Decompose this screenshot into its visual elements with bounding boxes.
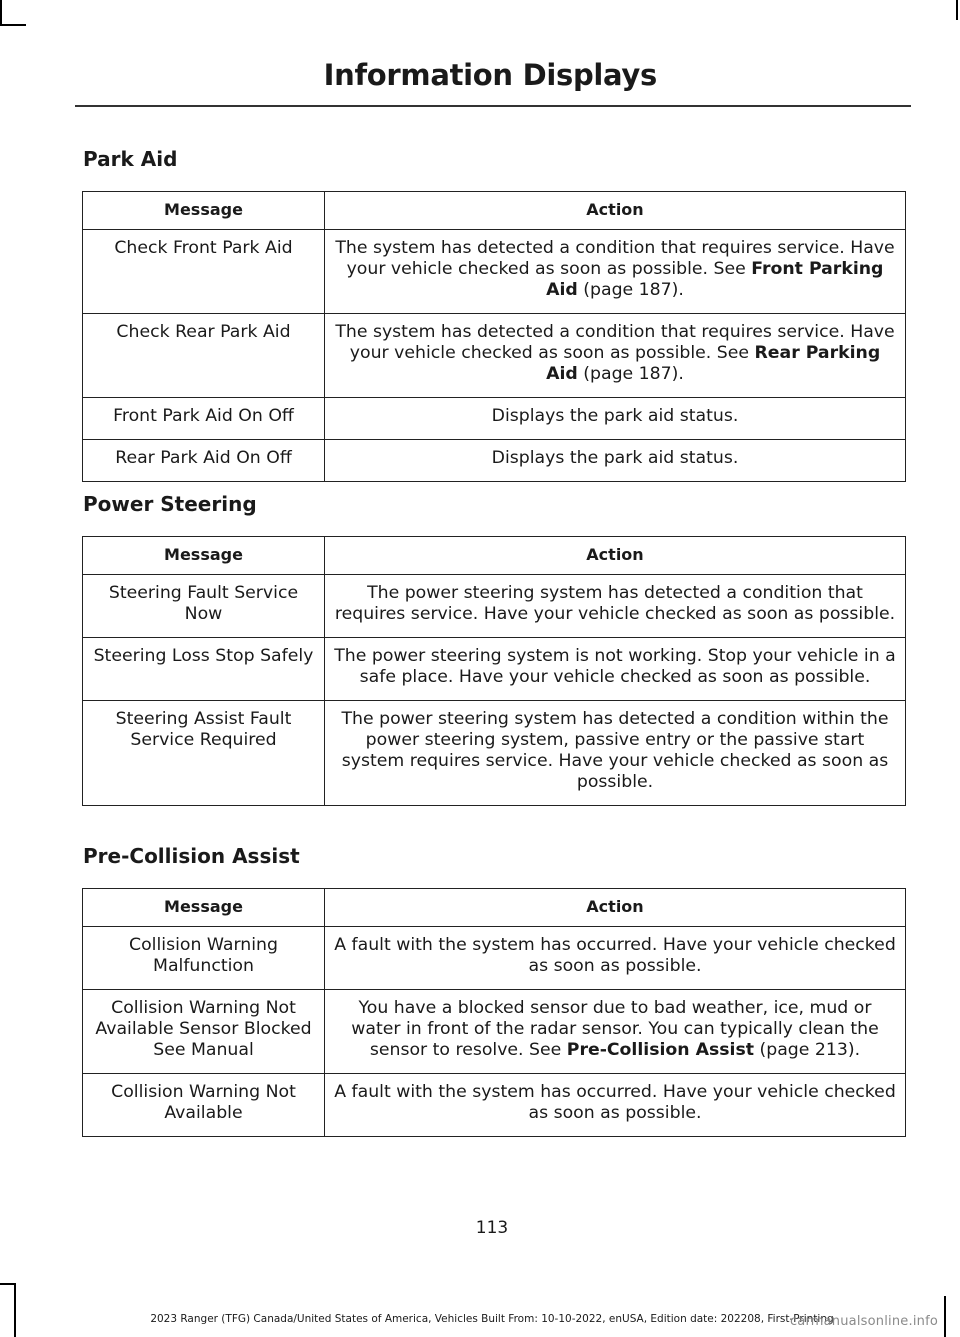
action-text: The system has detected a condition that requires service. Have your vehicle checked as soon as possible. See [335,238,895,279]
crop-mark [956,0,958,20]
crop-mark [0,24,26,26]
action-cell: The power steering system is not working. Stop your vehicle in a safe place. Have your vehicle checked as soon as possible. [325,638,906,701]
message-cell: Collision Warning Not Available Sensor Blocked See Manual [83,990,325,1074]
page-reference: (page 213). [754,1040,861,1060]
watermark: carmanualsonline.info [789,1314,938,1329]
page-reference: (page 187). [577,364,684,384]
message-cell: Check Front Park Aid [83,230,325,314]
header-divider [75,105,911,107]
pre-collision-assist-table [82,888,906,1137]
action-cell [325,990,906,1074]
section-heading-park-aid: Park Aid [83,147,178,171]
column-header-action: Action [325,889,906,927]
cross-reference-link[interactable]: Front Parking Aid [546,259,884,300]
action-cell [325,230,906,314]
cross-reference-link[interactable]: Pre-Collision Assist [566,1040,755,1060]
footer-edition-info: 2023 Ranger (TFG) Canada/United States of America, Vehicles Built From: 10-10-2022, enUSA, Edition date: 202208, First-Printing [150,1313,834,1325]
message-cell: Rear Park Aid On Off [83,440,325,482]
crop-mark [14,1283,16,1337]
table-row [83,575,906,638]
action-cell: A fault with the system has occurred. Have your vehicle checked as soon as possible. [325,1074,906,1137]
action-cell [325,314,906,398]
section-heading-pre-collision-assist: Pre-Collision Assist [83,844,300,868]
column-header-action: Action [325,537,906,575]
table-header-row [83,537,906,575]
table-header-row [83,889,906,927]
page-reference: (page 187). [577,280,684,300]
power-steering-table [82,536,906,806]
message-cell: Steering Fault Service Now [83,575,325,638]
action-cell: A fault with the system has occurred. Have your vehicle checked as soon as possible. [325,927,906,990]
table-row [83,1074,906,1137]
message-cell: Front Park Aid On Off [83,398,325,440]
park-aid-table [82,191,906,482]
column-header-message: Message [83,889,325,927]
table-row [83,927,906,990]
crop-mark [0,0,2,26]
table-row [83,440,906,482]
crop-mark [0,1283,14,1285]
section-heading-power-steering: Power Steering [83,492,257,516]
message-cell: Collision Warning Malfunction [83,927,325,990]
cross-reference-link[interactable]: Rear Parking Aid [546,343,881,384]
table-row [83,701,906,806]
action-cell: Displays the park aid status. [325,398,906,440]
page-number: 113 [475,1218,509,1238]
column-header-message: Message [83,192,325,230]
page-title: Information Displays [323,58,657,92]
column-header-action: Action [325,192,906,230]
message-cell: Collision Warning Not Available [83,1074,325,1137]
action-cell: The power steering system has detected a condition that requires service. Have your vehicle checked as soon as possible. [325,575,906,638]
table-header-row [83,192,906,230]
table-row [83,990,906,1074]
column-header-message: Message [83,537,325,575]
action-cell: The power steering system has detected a condition within the power steering system, passive entry or the passive start system requires service. Have your vehicle checked as soon as possible. [325,701,906,806]
action-text: You have a blocked sensor due to bad weather, ice, mud or water in front of the radar sensor. You can typically clean the sensor to resolve. See [351,998,879,1060]
table-row [83,314,906,398]
table-row [83,230,906,314]
message-cell: Steering Assist Fault Service Required [83,701,325,806]
action-cell: Displays the park aid status. [325,440,906,482]
table-row [83,398,906,440]
message-cell: Steering Loss Stop Safely [83,638,325,701]
table-row [83,638,906,701]
action-text: The system has detected a condition that requires service. Have your vehicle checked as soon as possible. See [335,322,895,363]
message-cell: Check Rear Park Aid [83,314,325,398]
